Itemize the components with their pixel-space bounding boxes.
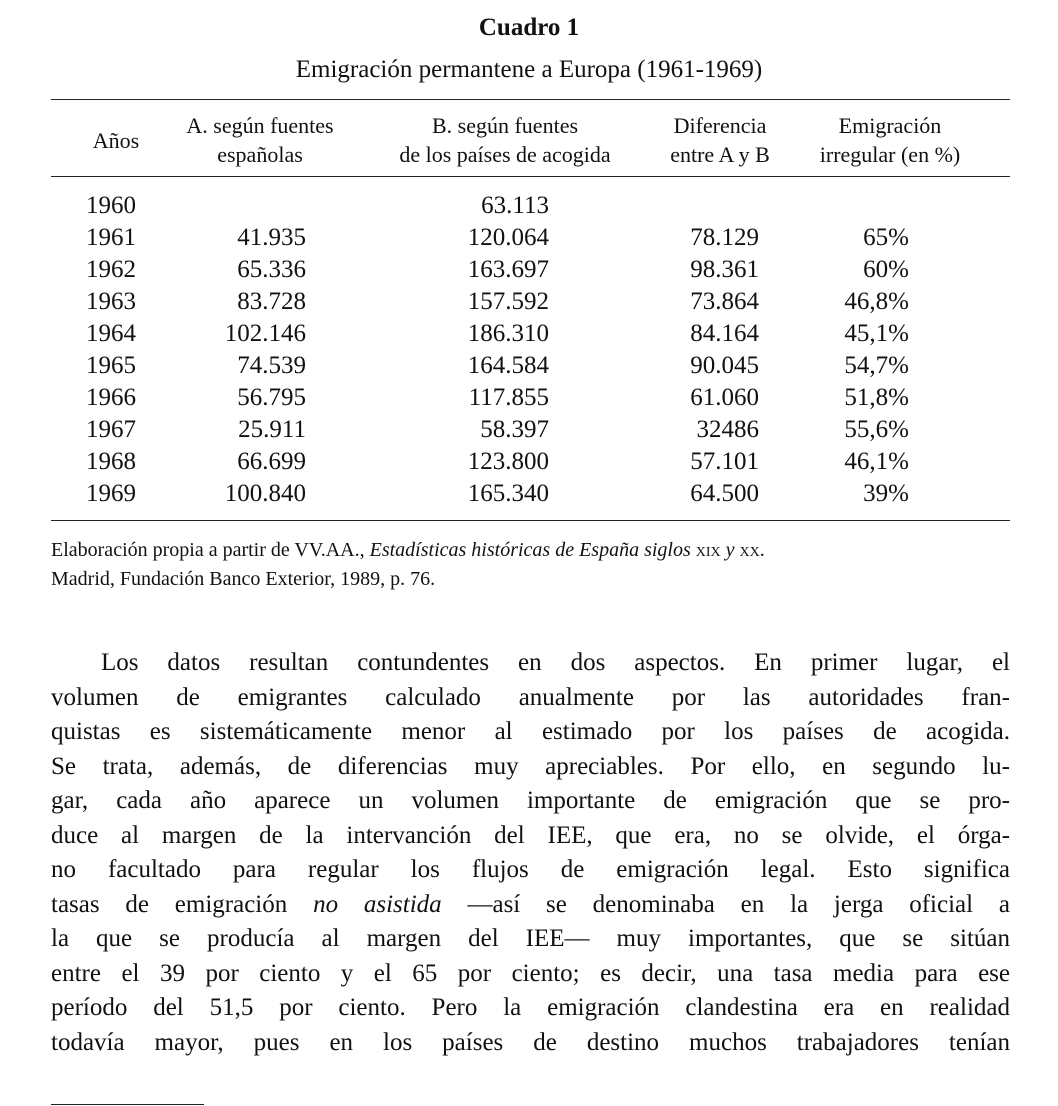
cell-b: 157.592 [467,288,549,315]
paragraph-line: entre el 39 por ciento y el 65 por ciento; es decir, una tasa media para ese [51,959,1010,987]
cell-a: 25.911 [238,416,306,443]
cell-irregular: 46,8% [844,288,909,315]
header-col-a-line1: A. según fuentes [186,113,334,138]
table-row [0,350,1058,382]
cell-irregular: 54,7% [844,352,909,379]
cell-year: 1961 [86,224,136,251]
cell-diff: 64.500 [690,480,759,507]
cell-b: 117.855 [468,384,549,411]
cell-irregular: 39% [863,480,909,507]
table-row [0,190,1058,222]
cell-irregular: 51,8% [844,384,909,411]
cell-diff: 73.864 [690,288,759,315]
source-century-2: xx [739,539,760,561]
paragraph-line: volumen de emigrantes calculado anualmente por las autoridades fran- [51,683,1010,711]
cell-diff: 90.045 [690,352,759,379]
paragraph-line: Los datos resultan contundentes en dos aspectos. En primer lugar, el [101,649,1010,676]
cell-irregular: 55,6% [844,416,909,443]
table-row [0,254,1058,286]
cell-b: 120.064 [467,224,549,251]
table-top-rule [51,99,1010,100]
table-caption-subtitle: Emigración permantene a Europa (1961-1969) [295,56,763,83]
header-col-a-line2: españolas [217,142,303,167]
table-caption-title: Cuadro 1 [478,14,580,41]
cell-year: 1968 [86,448,136,475]
cell-a: 83.728 [237,288,306,315]
cell-a: 100.840 [224,480,306,507]
cell-year: 1965 [86,352,136,379]
cell-diff: 32486 [696,416,759,443]
source-book-title: Estadísticas históricas de España siglos [369,539,696,561]
table-header-rule [51,176,1010,177]
cell-year: 1962 [86,256,136,283]
table-row [0,286,1058,318]
cell-a: 41.935 [237,224,306,251]
paragraph-line: Se trata, además, de diferencias muy apreciables. Por ello, en segundo lu- [51,752,1010,780]
paragraph-text: —así se denominaba en la jerga oficial a [441,890,1010,918]
header-col-b-line1: B. según fuentes [431,113,579,138]
cell-year: 1960 [86,192,136,219]
paragraph-italic-term: no asistida [313,890,442,918]
cell-year: 1969 [86,480,136,507]
table-row [0,382,1058,414]
cell-b: 165.340 [467,480,549,507]
header-col-diff [650,111,790,169]
cell-year: 1966 [86,384,136,411]
cell-b: 186.310 [467,320,549,347]
header-col-diff-line1: Diferencia [673,113,767,138]
cell-b: 163.697 [467,256,549,283]
source-line-2: Madrid, Fundación Banco Exterior, 1989, p. 76. [51,568,436,590]
cell-a: 66.699 [237,448,306,475]
source-conjunction: y [720,539,740,561]
cell-year: 1967 [86,416,136,443]
paragraph-line: período del 51,5 por ciento. Pero la emigración clandestina era en realidad [51,994,1010,1021]
header-col-a [150,111,370,169]
source-prefix: Elaboración propia a partir de VV.AA., [51,539,370,561]
cell-a: 65.336 [237,256,306,283]
table-bottom-rule [51,520,1010,521]
cell-b: 58.397 [480,416,549,443]
cell-year: 1963 [86,288,136,315]
cell-a: 56.795 [237,384,306,411]
cell-irregular: 46,1% [844,448,909,475]
header-col-b-line2: de los países de acogida [399,142,611,167]
cell-diff: 61.060 [690,384,759,411]
cell-irregular: 45,1% [844,320,909,347]
paragraph-line: no facultado para regular los flujos de emigración legal. Esto significa [51,856,1010,883]
header-col-irregular-line1: Emigración [838,113,942,138]
table-row [0,222,1058,254]
table-row [0,318,1058,350]
cell-a: 102.146 [224,320,306,347]
paragraph-line: quistas es sistemáticamente menor al estimado por los países de acogida. [51,718,1010,745]
header-col-irregular-line2: irregular (en %) [819,142,961,167]
table-row [0,446,1058,478]
body-paragraph [51,646,1010,1060]
cell-b: 123.800 [467,448,549,475]
source-line-1 [51,536,1011,565]
header-col-diff-line2: entre A y B [670,142,770,167]
cell-b: 63.113 [481,192,549,219]
paragraph-text: tasas de emigración [51,890,314,918]
footnote-separator [51,1104,204,1105]
header-years: Años [92,128,140,153]
source-century-1: xix [695,539,721,561]
cell-diff: 84.164 [690,320,759,347]
paragraph-line-with-italic [51,888,1010,923]
cell-a: 74.539 [237,352,306,379]
table-source-note [51,536,1011,594]
paragraph-line: gar, cada año aparece un volumen importante de emigración que se pro- [51,787,1010,814]
cell-irregular: 60% [863,256,909,283]
cell-year: 1964 [86,320,136,347]
table-row [0,478,1058,510]
cell-b: 164.584 [467,352,549,379]
paragraph-line: la que se producía al margen del IEE— muy importantes, que se sitúan [51,925,1010,952]
source-suffix: . [759,539,765,561]
paragraph-line: duce al margen de la intervanción del IEE, que era, no se olvide, el órga- [51,821,1010,849]
cell-diff: 98.361 [690,256,759,283]
cell-irregular: 65% [863,224,909,251]
cell-diff: 78.129 [690,224,759,251]
paragraph-line: todavía mayor, pues en los países de destino muchos trabajadores tenían [51,1028,1010,1056]
header-col-b [380,111,630,169]
header-col-irregular [800,111,980,169]
table-row [0,414,1058,446]
cell-diff: 57.101 [690,448,759,475]
